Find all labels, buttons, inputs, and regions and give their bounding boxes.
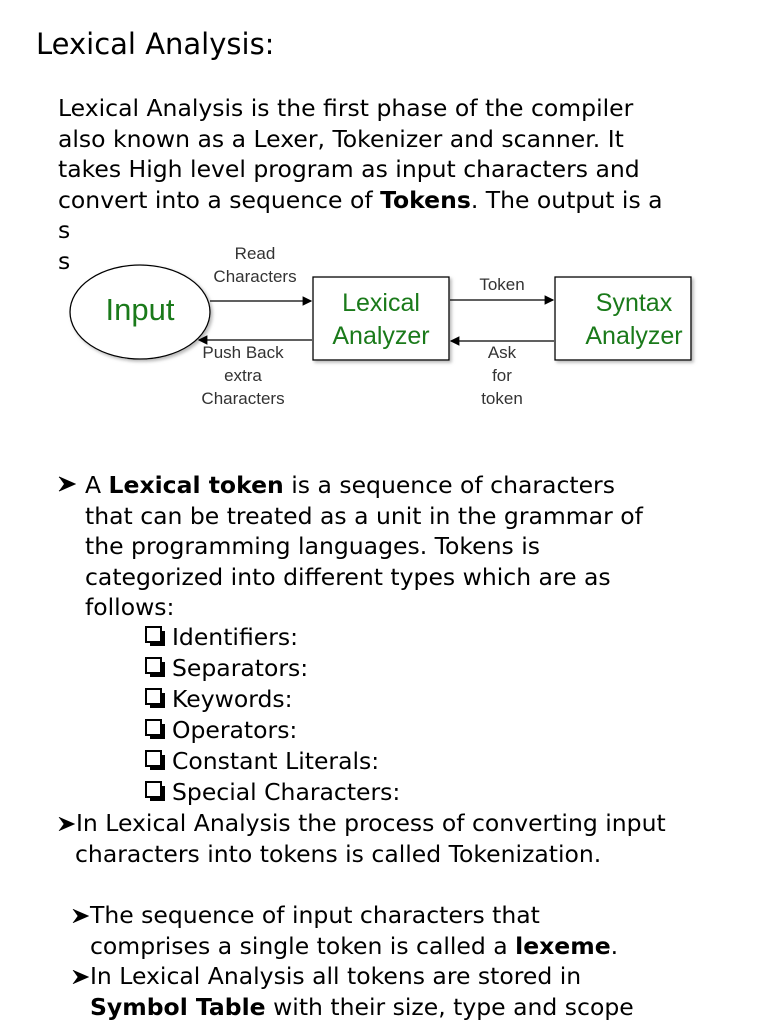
bullet-line [58,808,758,839]
intro-line: s [58,216,71,244]
bullet-line [72,992,762,1023]
intro-text: convert into a sequence of [58,185,381,214]
bullet-text: In Lexical Analysis the process of converting input [76,809,666,837]
bullet-line: follows: [85,593,175,621]
bullet-text: A [85,471,109,499]
read-label: Read [234,244,276,263]
checkbox-bullet-icon [145,781,162,798]
bullet-text: with their size, type and scope [265,992,634,1021]
intro-line [58,185,738,216]
ask-label: token [481,389,523,408]
ask-label: for [492,366,512,385]
bullet-line: that can be treated as a unit in the grammar of [85,501,643,530]
push-back-label: extra [224,366,262,385]
arrow-bullet-icon [72,907,89,925]
symbol-table-bullet [72,961,762,1022]
bullet-text: The sequence of input characters that [90,901,540,929]
checkbox-bullet-icon [145,719,162,736]
bullet-text: is a sequence of characters [283,471,615,499]
tokenization-bullet [58,808,758,869]
bullet-text: In Lexical Analysis all tokens are stored in [90,962,582,990]
bullet-text: comprises a single token is called a [90,931,516,960]
token-type-label: Special Characters: [172,778,401,806]
arrow-bullet-icon [58,815,75,833]
token-label: Token [479,275,525,294]
checkbox-bullet-icon [145,750,162,767]
bullet-line [72,900,762,931]
lexeme-bullet [72,900,762,961]
syntax-analyzer-label: Syntax [595,289,673,317]
token-type-label: Separators: [172,654,309,682]
compiler-diagram [60,240,710,415]
bullet-line [58,470,748,501]
bullet-line: categorized into different types which are as [85,562,611,591]
read-label: Characters [213,267,297,286]
bullet-line [72,931,762,962]
intro-line: also known as a Lexer, Tokenizer and scanner. It [58,124,624,153]
token-type-label: Identifiers: [172,623,299,651]
bullet-line [72,961,762,992]
lexical-analyzer-label: Analyzer [332,322,430,350]
input-label: Input [105,292,175,327]
bullet-text: . [610,931,619,960]
token-type-label: Operators: [172,716,298,744]
intro-line: takes High level program as input characters and [58,155,640,183]
bullet-line: characters into tokens is called Tokenization. [75,839,602,868]
lexical-token-bullet [58,470,748,623]
tokens-term: Tokens [380,185,471,214]
lexeme-term: lexeme [515,931,611,960]
token-type-label: Keywords: [172,685,293,713]
lexical-token-term: Lexical token [108,471,284,499]
intro-line: Lexical Analysis is the first phase of the compiler [58,94,634,122]
arrow-bullet-icon [72,968,89,986]
intro-text: . The output is a [470,185,663,214]
checkbox-bullet-icon [145,688,162,705]
checkbox-bullet-icon [145,626,162,643]
push-back-label: Push Back [202,343,284,362]
lexical-analyzer-label: Lexical [342,289,420,317]
syntax-analyzer-label: Analyzer [585,322,683,350]
page-title: Lexical Analysis: [36,27,275,61]
token-type-label: Constant Literals: [172,747,380,775]
push-back-label: Characters [201,389,285,408]
checkbox-bullet-icon [145,657,162,674]
symbol-table-term: Symbol Table [90,992,266,1021]
ask-label: Ask [487,343,517,362]
intro-line: s [58,246,71,275]
bullet-line: the programming languages. Tokens is [85,532,540,560]
